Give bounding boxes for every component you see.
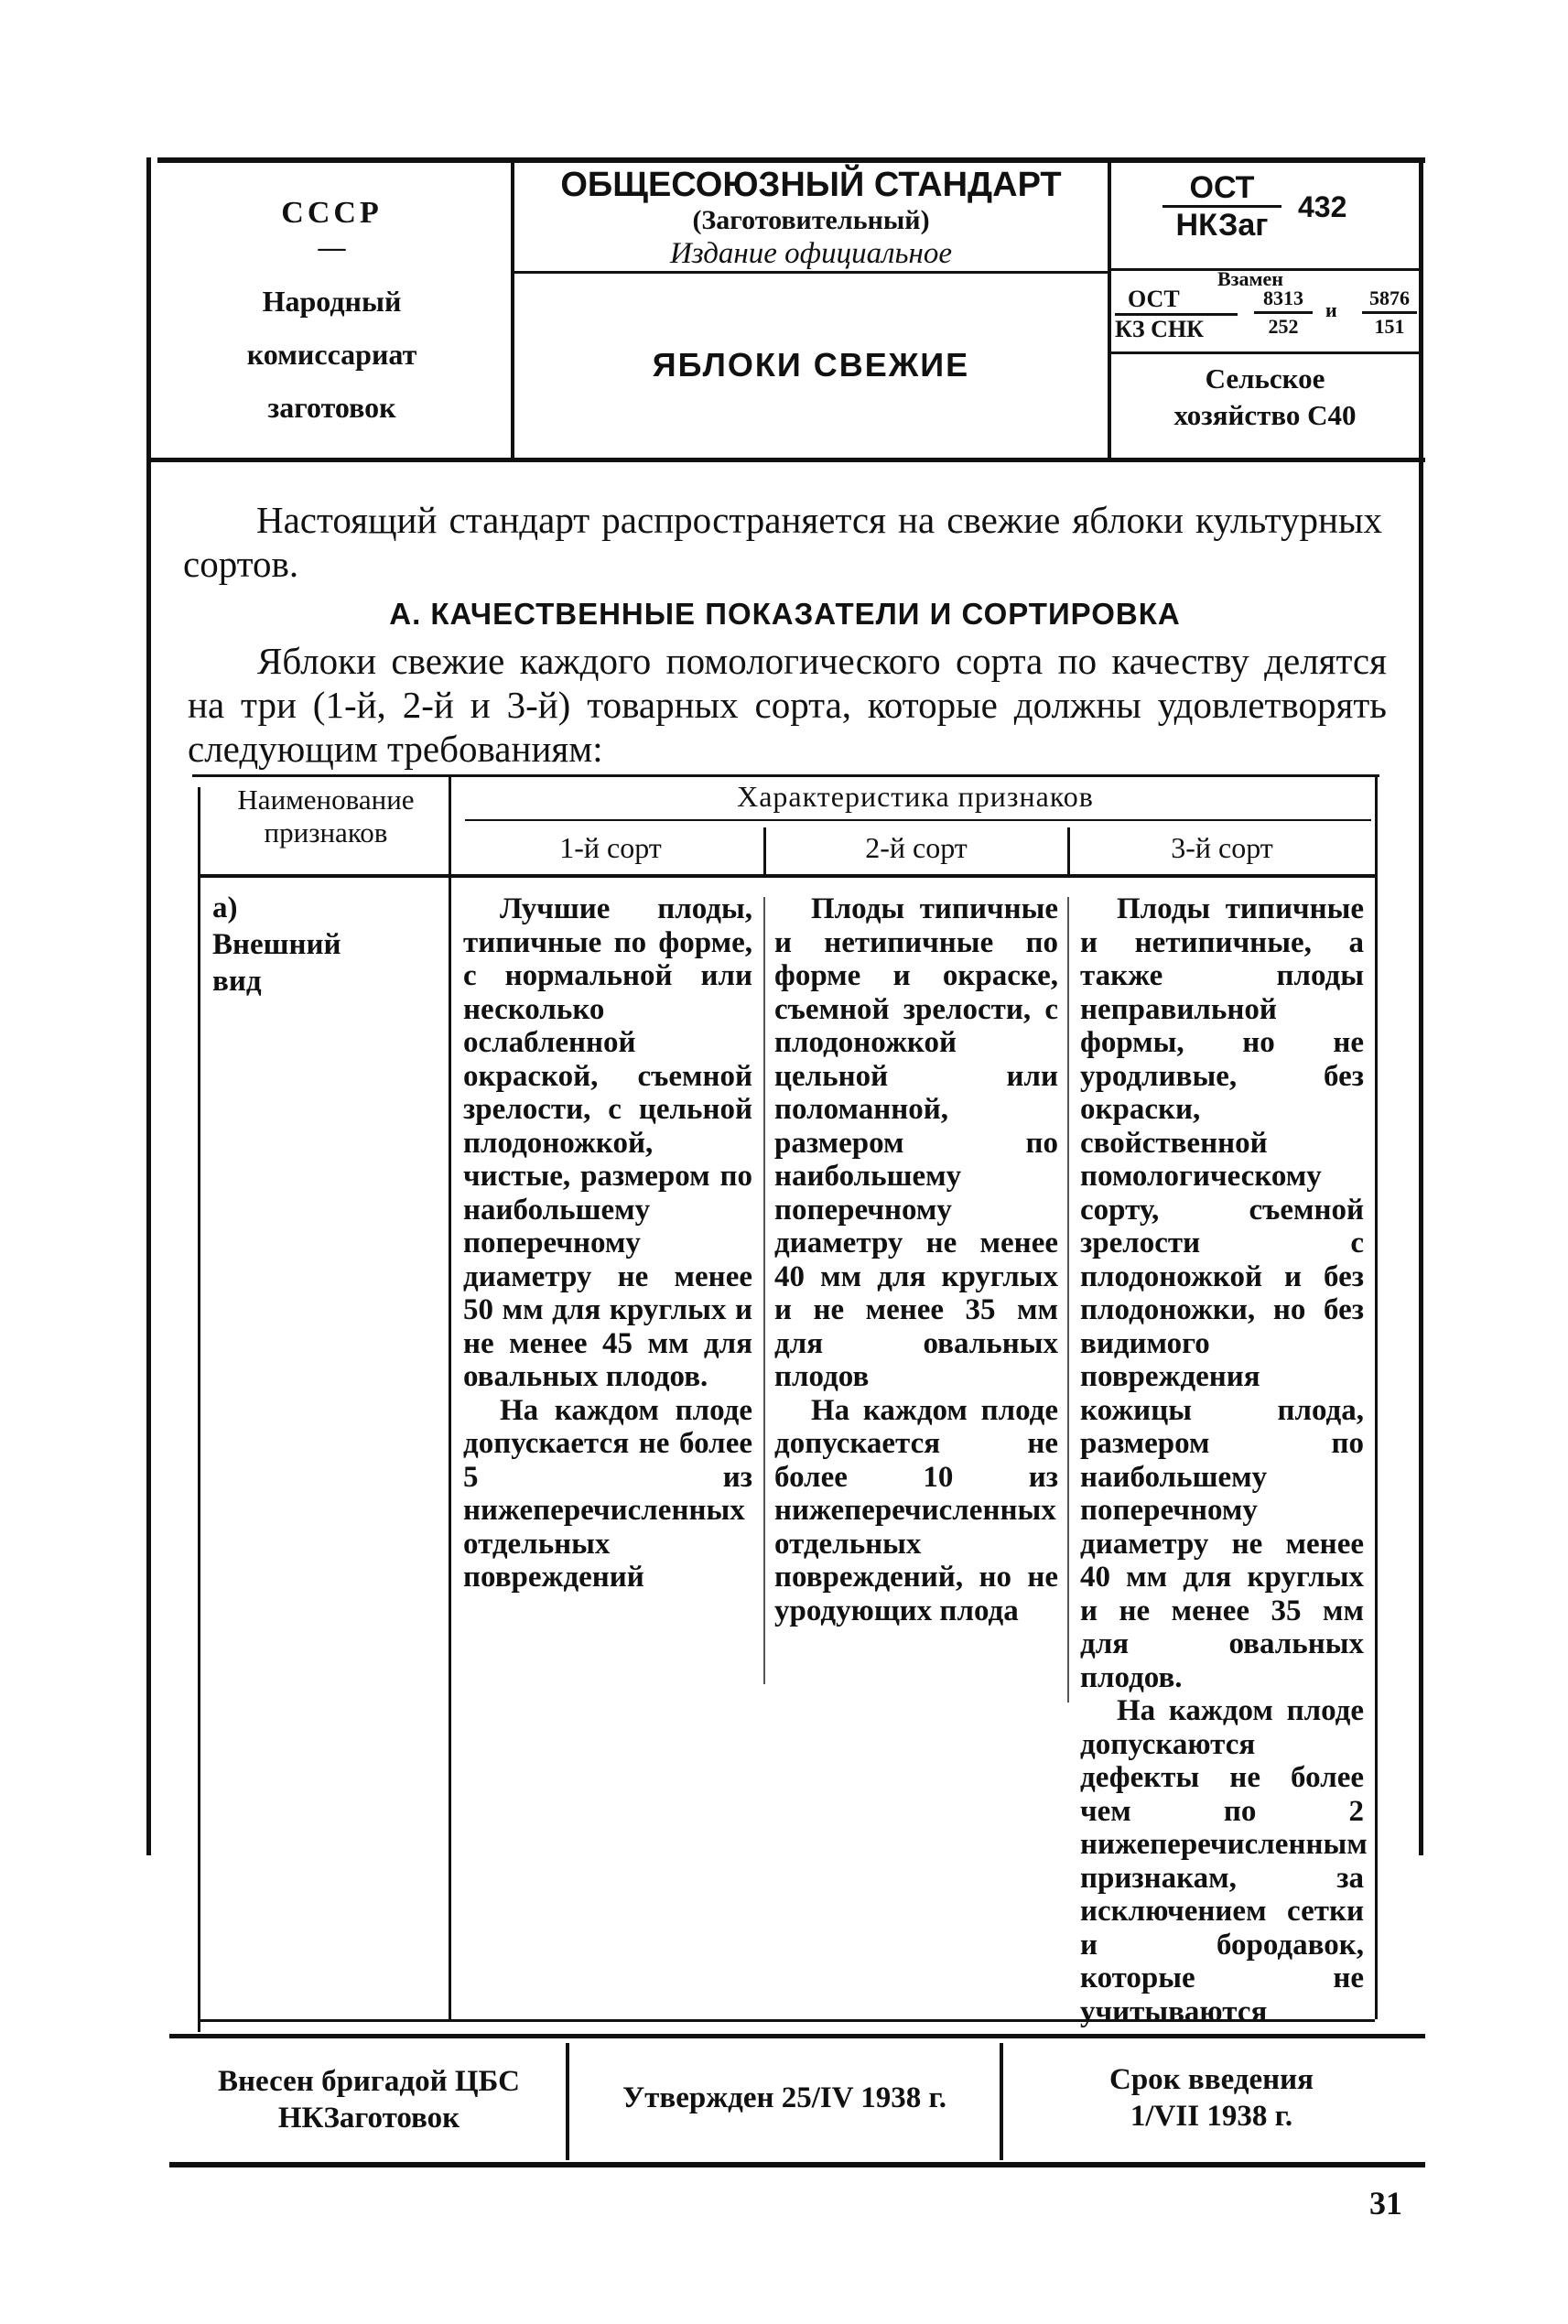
and-label: и xyxy=(1325,298,1337,321)
replaced-ost-label: ОСТ xyxy=(1115,286,1238,316)
approved-date: Утвержден 25/IV 1938 г. xyxy=(622,2081,947,2114)
kz-snk-label: КЗ СНК xyxy=(1115,316,1204,342)
effective-date xyxy=(1003,2061,1420,2135)
replaces-label: Взамен xyxy=(1217,267,1283,290)
replaced-ost xyxy=(1115,286,1238,343)
org-name xyxy=(156,275,508,434)
nkzag-label: НКЗаг xyxy=(1175,208,1269,243)
footer-top-rule xyxy=(169,2034,1425,2038)
table-col-rule-1 xyxy=(763,897,765,1684)
frame-left-rule xyxy=(146,157,151,1855)
grade3-header: 3-й сорт xyxy=(1171,831,1273,864)
header-mid-rule xyxy=(514,271,1108,274)
org-line-3: заготовок xyxy=(267,391,396,424)
replaced-n3: 5876 xyxy=(1362,286,1417,314)
ost-code xyxy=(1162,170,1281,243)
org-line-2: комиссариат xyxy=(246,338,417,371)
table-right-rule xyxy=(1375,774,1378,2019)
header-left-cell xyxy=(156,192,508,234)
replaced-n1: 8313 xyxy=(1254,286,1313,314)
grade2-text-2: На каждом плоде допускается не более 10 из нижеперечисленных отдельных повреждений, но не уродующих плода xyxy=(774,1393,1058,1627)
table-char-rule xyxy=(465,819,1371,821)
grade2-cell xyxy=(774,892,1058,1627)
edition-label: Издание официальное xyxy=(669,237,953,270)
header-middle-cell xyxy=(514,165,1108,271)
grade1-text-2: На каждом плоде допускается не более 5 из нижеперечисленных отдельных повреждений xyxy=(463,1393,752,1594)
grade3-cell xyxy=(1080,892,1368,2028)
grade3-text-2: На каждом плоде допускаются дефекты не более чем по 2 нижеперечисленным признакам, за исключением сетки и бородавок, которые не учитываются xyxy=(1080,1694,1368,2028)
frame-right-rule xyxy=(1419,157,1423,1855)
ost-number: 432 xyxy=(1298,190,1347,223)
org-line-1: Народный xyxy=(262,285,402,318)
intro-paragraph: Настоящий стандарт распространяется на свежие яблоки культурных сортов. xyxy=(183,499,1382,585)
replaced-n4: 151 xyxy=(1374,315,1405,338)
table-name-col-rule xyxy=(449,776,451,2021)
sector-label xyxy=(1111,361,1419,434)
table-left-rule xyxy=(198,787,200,2032)
sector-line-2: хозяйство С40 xyxy=(1173,399,1357,431)
header-top-rule xyxy=(157,157,1425,163)
ost-label: ОСТ xyxy=(1162,170,1281,208)
page-number: 31 xyxy=(1369,2185,1402,2221)
grade1-cell xyxy=(463,892,752,1594)
table-top-rule xyxy=(192,774,1379,777)
standard-subtitle: (Заготовительный) xyxy=(692,205,930,235)
country-dash: — xyxy=(318,232,346,263)
grade3-text: Плоды типичные и нетипичные, а также плоды неправильной формы, но не уродливые, без окраски, свойственной помологическому сорту, съемной зрелости с плодоножкой и без плодоножки, но без видимого повреждения кожицы плода, размером по наибольшему поперечному диаметру не менее 40 мм для круглых и не менее 35 мм для овальных плодов. xyxy=(1080,892,1364,1694)
sector-line-1: Сельское xyxy=(1205,362,1325,395)
table-header-bottom-rule xyxy=(200,874,1375,878)
introduced-by: Внесен бригадой ЦБС НКЗаготовок xyxy=(218,2065,520,2135)
effective-value: 1/VII 1938 г. xyxy=(1130,2100,1293,2133)
replaced-n1-frac xyxy=(1254,286,1313,340)
section-a-paragraph: Яблоки свежие каждого помологического сорта по качеству делятся на три (1-й, 2-й и 3-й) товарных сорта, которые должны удовлетворять следующим требованиям: xyxy=(188,640,1387,770)
replaced-n3-frac xyxy=(1362,286,1417,340)
effective-label: Срок введения xyxy=(1108,2063,1314,2096)
footer-bottom-rule xyxy=(169,2162,1425,2167)
row-label-appearance: а) Внешний вид xyxy=(212,892,341,998)
grade2-header: 2-й сорт xyxy=(865,831,968,864)
col-name-header: Наименование признаков xyxy=(237,784,415,849)
table-col-rule-2 xyxy=(1067,897,1069,1702)
product-title: ЯБЛОКИ СВЕЖИЕ xyxy=(652,346,970,384)
replaced-n2: 252 xyxy=(1268,315,1299,338)
char-header: Характеристика признаков xyxy=(737,780,1094,813)
header-bottom-rule xyxy=(146,458,1425,462)
grade2-text: Плоды типичные и нетипичные по форме и окраске, съемной зрелости, с плодоножкой цельной или поломанной, размером по наибольшему поперечному диаметру не менее 40 мм для круглых и не менее 35 мм для овальных плодов xyxy=(774,892,1058,1393)
right-rule-2 xyxy=(1111,351,1419,354)
grade1-text: Лучшие плоды, типичные по форме, с нормальной или несколько ослабленной окраской, съемной зрелости, с цельной плодоножкой, чистые, размером по наибольшему поперечному диаметру не менее 50 мм для круглых и не менее 45 мм для овальных плодов. xyxy=(463,892,752,1393)
standard-title: ОБЩЕСОЮЗНЫЙ СТАНДАРТ xyxy=(560,166,1062,204)
country-label: СССР xyxy=(281,196,383,230)
section-a-heading: А. КАЧЕСТВЕННЫЕ ПОКАЗАТЕЛИ И СОРТИРОВКА xyxy=(389,597,1181,631)
grade1-header: 1-й сорт xyxy=(559,831,662,864)
